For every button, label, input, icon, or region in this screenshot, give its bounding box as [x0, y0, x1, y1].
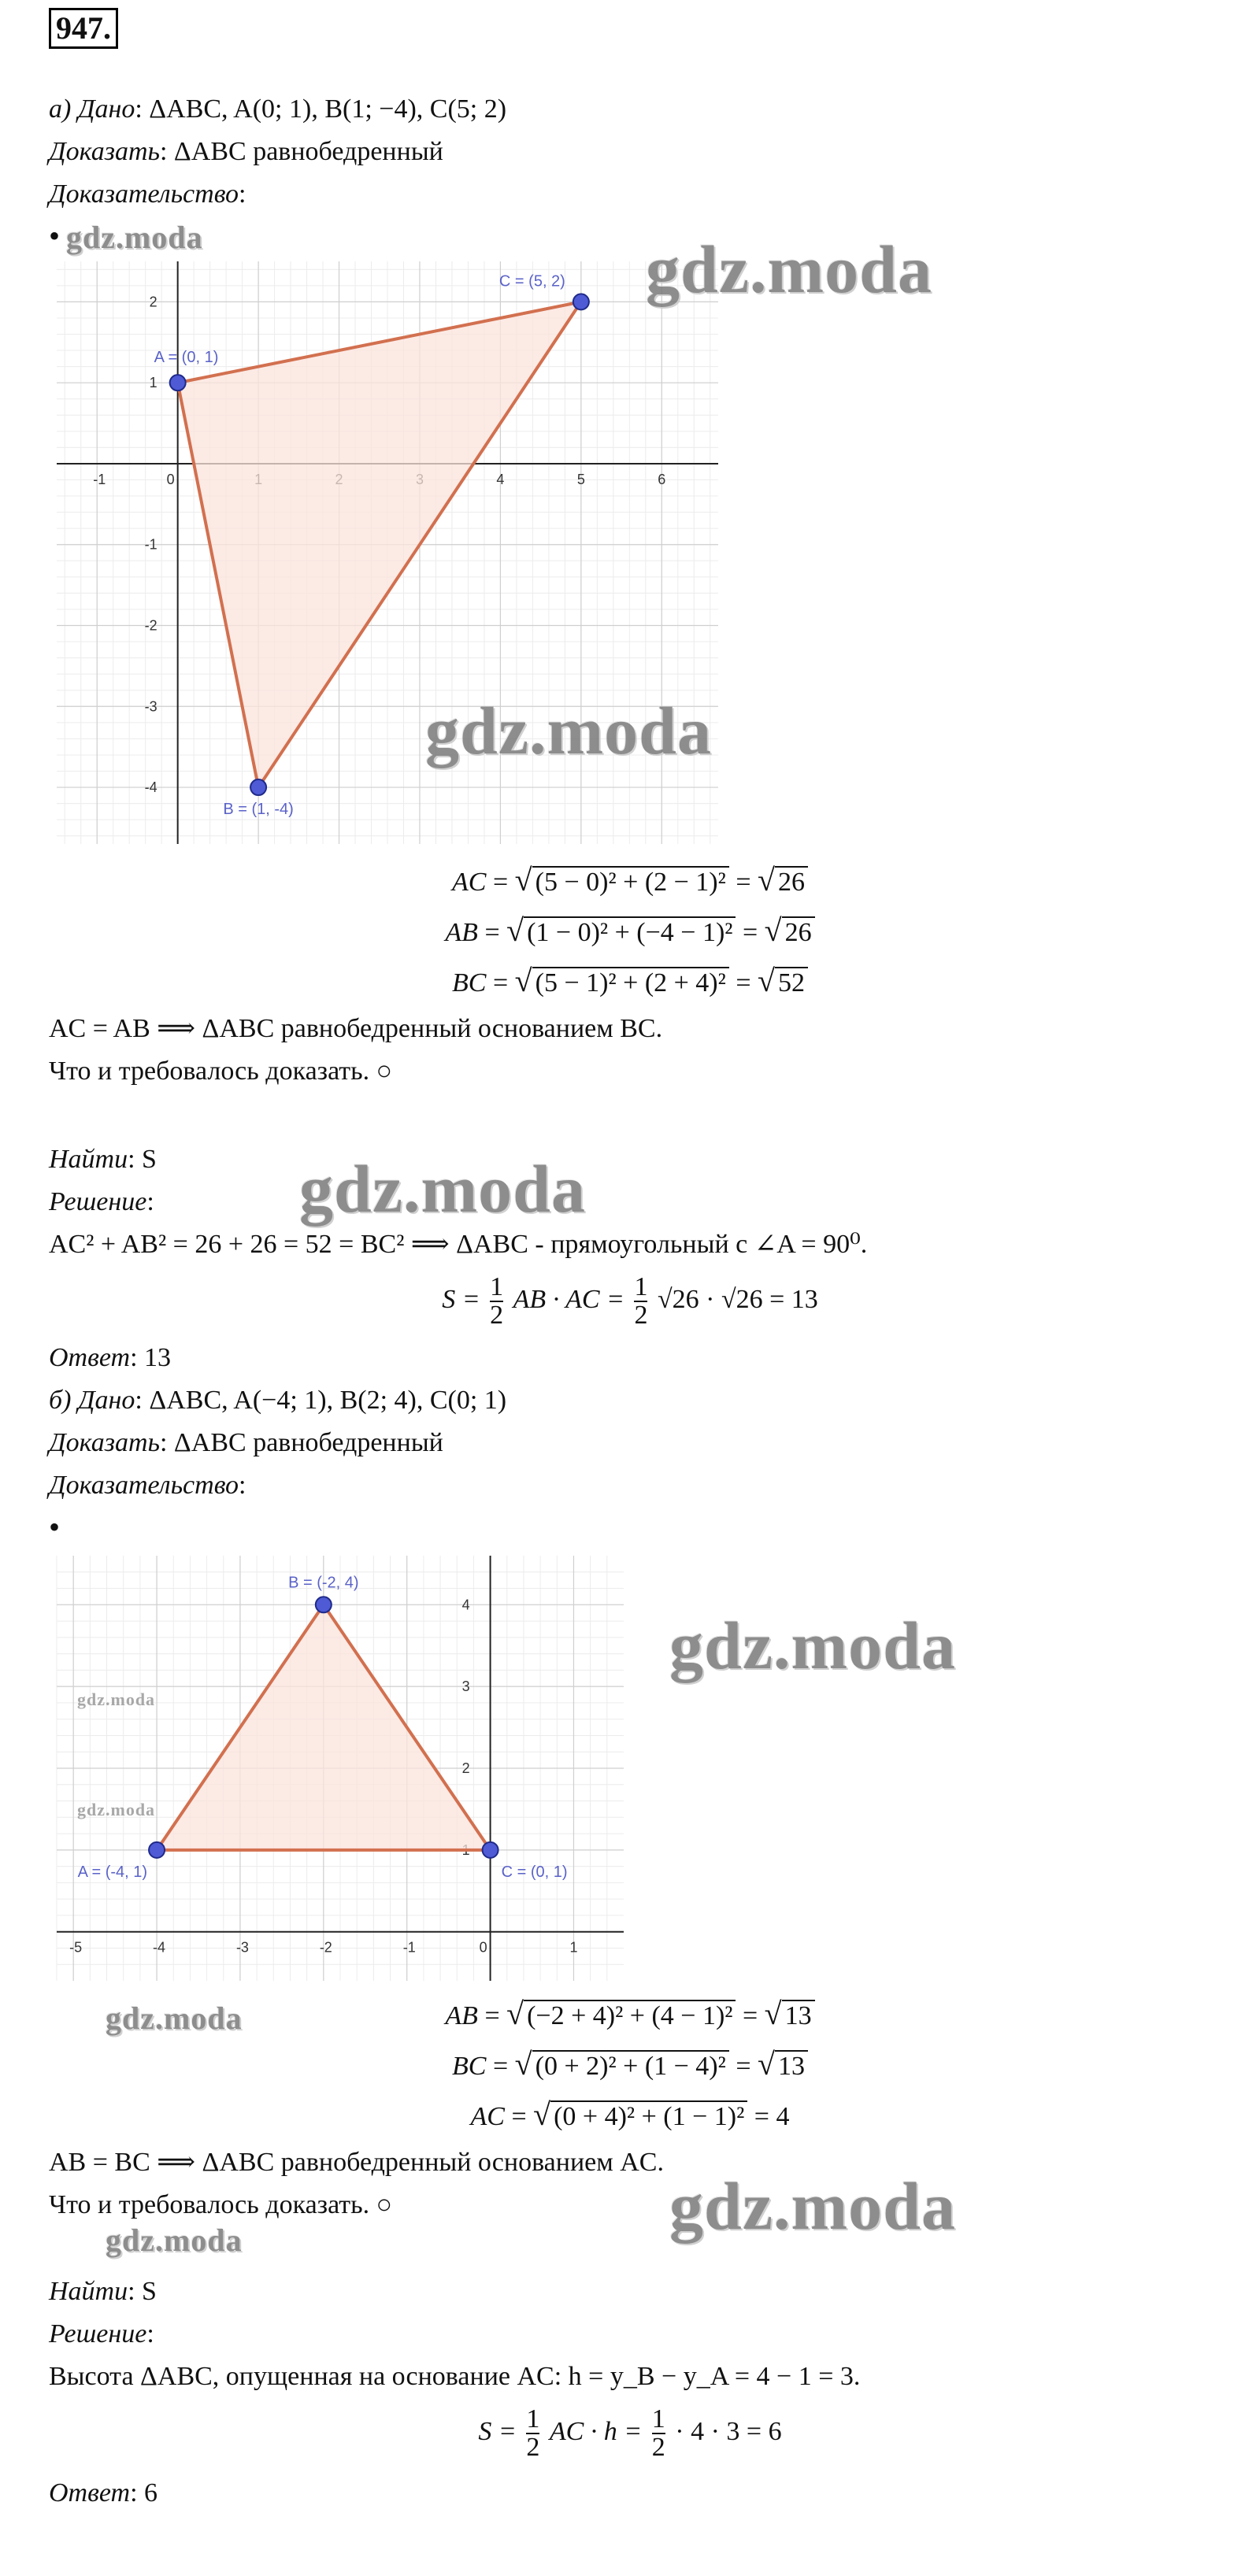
given-label: а) Дано — [49, 94, 135, 124]
part-b-height: Высота ΔABC, опущенная на основание AC: h = y_B − y_A = 4 − 1 = 3. — [49, 2362, 861, 2391]
y-tick-label: -1 — [144, 536, 158, 553]
watermark: gdz.moda — [669, 2168, 956, 2244]
part-b-prove — [49, 1427, 443, 1460]
point-label: B = (1, -4) — [223, 801, 294, 819]
problem-number: 947. — [49, 8, 118, 49]
sqrt-icon: √ — [506, 912, 524, 948]
formula-rhs: 26 — [775, 866, 808, 897]
proof-colon: : — [239, 1471, 246, 1500]
frac-num: 1 — [651, 2404, 665, 2434]
frac-den: 2 — [634, 1301, 648, 1330]
solution-colon: : — [146, 2319, 154, 2348]
solution-colon: : — [146, 1187, 154, 1216]
formula-lhs: BC — [452, 968, 487, 997]
formula-expr: (0 + 2)² + (1 − 4)² — [532, 2050, 729, 2081]
fraction — [526, 2406, 539, 2461]
graph-b — [49, 1548, 632, 1989]
watermark: gdz.moda — [66, 220, 203, 255]
fraction — [634, 1274, 647, 1329]
y-tick-label: -2 — [144, 617, 158, 634]
part-b-bullet: • — [49, 1509, 61, 1545]
point-label: A = (0, 1) — [154, 349, 219, 367]
prove-label: Доказать — [49, 137, 160, 166]
prove-label: Доказать — [49, 1428, 160, 1457]
part-a-answer — [49, 1342, 171, 1375]
point-label: A = (-4, 1) — [77, 1863, 148, 1881]
area-rhs: · 4 · 3 = 6 — [675, 2416, 782, 2446]
formula-rhs: 13 — [782, 2000, 815, 2030]
formula-expr: (−2 + 4)² + (4 − 1)² — [524, 2000, 736, 2030]
formula-lhs: AC — [452, 868, 487, 897]
point-label: C = (0, 1) — [501, 1863, 568, 1881]
y-tick-label: -4 — [144, 779, 158, 796]
part-a-solution — [49, 1186, 154, 1219]
point-a — [170, 375, 186, 390]
part-a-proof — [49, 178, 246, 211]
point-label: B = (-2, 4) — [288, 1574, 359, 1592]
watermark: gdz.moda — [299, 1151, 586, 1227]
x-tick-label: 1 — [569, 1939, 578, 1956]
area-mid: AC · h = — [549, 2416, 643, 2446]
part-b-qed: Что и требовалось доказать. ○ — [49, 2190, 393, 2219]
formula-ab: AB = √ (1 − 0)² + (−4 − 1)² = √ 26 — [0, 913, 1260, 950]
part-a-bullet: • — [49, 218, 61, 254]
x-tick-label: 4 — [496, 471, 505, 487]
x-tick-label: 0 — [166, 471, 175, 487]
given-label: б) Дано — [49, 1386, 135, 1415]
watermark: gdz.moda — [77, 1800, 156, 1819]
sqrt-icon: √ — [758, 963, 775, 998]
point-a — [149, 1842, 165, 1858]
formula-lhs: AB — [445, 918, 478, 947]
formula-rhs: 4 — [776, 2102, 790, 2131]
proof-colon: : — [239, 180, 246, 209]
frac-num: 1 — [526, 2404, 540, 2434]
watermark: gdz.moda — [106, 2000, 243, 2036]
x-tick-label: -5 — [69, 1939, 83, 1956]
x-tick-label: -3 — [235, 1939, 249, 1956]
formula-expr: (1 − 0)² + (−4 − 1)² — [524, 916, 736, 947]
part-b-conclusion: AB = BC ⟹ ΔABC равнобедренный основанием AC. — [49, 2148, 664, 2177]
frac-den: 2 — [651, 2433, 665, 2462]
formula-expr: (0 + 4)² + (1 − 1)² — [550, 2100, 747, 2131]
frac-den: 2 — [526, 2433, 540, 2462]
point-c — [483, 1842, 498, 1858]
point-c — [573, 294, 589, 309]
part-b-answer — [49, 2477, 158, 2510]
formula-rhs: 52 — [775, 967, 808, 997]
sqrt-icon: √ — [758, 2046, 775, 2082]
formula-ac: AC = √ (0 + 4)² + (1 − 1)² = 4 — [470, 2097, 790, 2132]
sqrt-icon: √ — [758, 862, 775, 898]
frac-num: 1 — [490, 1272, 504, 1301]
x-tick-label: -1 — [93, 471, 106, 487]
y-tick-label: 2 — [461, 1760, 470, 1776]
part-b-area — [0, 2406, 1260, 2461]
given-text: : ΔABC, A(−4; 1), B(2; 4), C(0; 1) — [135, 1386, 507, 1415]
find-label: Найти — [49, 1145, 128, 1174]
frac-num: 1 — [634, 1272, 648, 1301]
part-b-proof — [49, 1469, 246, 1502]
formula-bc: BC = √ (0 + 2)² + (1 − 4)² = √ 13 — [0, 2047, 1260, 2084]
point-label: C = (5, 2) — [498, 272, 565, 291]
prove-text: : ΔABC равнобедренный — [159, 1428, 443, 1457]
watermark: gdz.moda — [669, 1608, 956, 1683]
frac-den: 2 — [490, 1301, 504, 1330]
part-b-given — [49, 1384, 506, 1417]
answer-label: Ответ — [49, 2478, 131, 2508]
sqrt-icon: √ — [533, 2097, 551, 2132]
find-text: : S — [128, 2277, 157, 2306]
sqrt-icon: √ — [514, 963, 532, 998]
sqrt-icon: √ — [506, 1996, 524, 2031]
area-rhs: √26 · √26 = 13 — [657, 1284, 818, 1314]
sqrt-icon: √ — [514, 2046, 532, 2082]
part-a-find — [49, 1143, 157, 1176]
solution-label: Решение — [49, 2319, 147, 2348]
y-tick-label: 2 — [149, 294, 158, 310]
part-a-given — [49, 93, 506, 126]
y-tick-label: 1 — [149, 375, 158, 391]
answer-label: Ответ — [49, 1343, 131, 1372]
y-tick-label: -3 — [144, 698, 158, 715]
formula-bc: BC = √ (5 − 1)² + (2 + 4)² = √ 52 — [0, 964, 1260, 1001]
proof-label: Доказательство — [49, 1471, 239, 1500]
watermark: gdz.moda — [646, 231, 932, 307]
part-a-area — [0, 1274, 1260, 1329]
sqrt-icon: √ — [514, 862, 532, 898]
point-b — [250, 779, 266, 795]
x-tick-label: 6 — [658, 471, 666, 487]
formula-expr: (5 − 0)² + (2 − 1)² — [532, 866, 729, 897]
part-a-right-angle: AC² + AB² = 26 + 26 = 52 = BC² ⟹ ΔABC - прямоугольный с ∠A = 90⁰. — [49, 1230, 868, 1259]
x-tick-label: -4 — [153, 1939, 166, 1956]
part-a-qed: Что и требовалось доказать. ○ — [49, 1057, 393, 1086]
part-b-solution — [49, 2318, 154, 2351]
point-b — [316, 1597, 332, 1612]
x-tick-label: -1 — [402, 1939, 416, 1956]
solution-label: Решение — [49, 1187, 147, 1216]
fraction — [490, 1274, 503, 1329]
given-text: : ΔABC, A(0; 1), B(1; −4), C(5; 2) — [135, 94, 507, 124]
formula-lhs: AB — [445, 2001, 478, 2030]
x-tick-label: 0 — [479, 1939, 487, 1956]
part-a-prove — [49, 135, 443, 168]
x-tick-label: -2 — [319, 1939, 332, 1956]
sqrt-icon: √ — [764, 912, 782, 948]
watermark: gdz.moda — [77, 1690, 156, 1709]
answer-text: : 6 — [130, 2478, 158, 2508]
fraction — [652, 2406, 665, 2461]
formula-lhs: AC — [470, 2102, 505, 2131]
formula-ab: AB = √ (−2 + 4)² + (4 − 1)² = √ 13 — [0, 1997, 1260, 2034]
area-mid: AB · AC = — [513, 1284, 624, 1314]
area-lhs: S = — [478, 2416, 517, 2446]
formula-rhs: 13 — [775, 2050, 808, 2081]
part-b-find — [49, 2275, 157, 2308]
sqrt-icon: √ — [764, 1996, 782, 2031]
answer-text: : 13 — [130, 1343, 172, 1372]
y-tick-label: 4 — [461, 1597, 470, 1613]
formula-rhs: 26 — [782, 916, 815, 947]
prove-text: : ΔABC равнобедренный — [159, 137, 443, 166]
formula-expr: (5 − 1)² + (2 + 4)² — [532, 967, 729, 997]
x-tick-label: 5 — [576, 471, 585, 487]
proof-label: Доказательство — [49, 180, 239, 209]
find-text: : S — [128, 1145, 157, 1174]
y-tick-label: 3 — [461, 1678, 470, 1695]
watermark: gdz.moda — [425, 693, 712, 768]
part-a-conclusion: AC = AB ⟹ ΔABC равнобедренный основанием BC. — [49, 1014, 663, 1043]
watermark: gdz.moda — [106, 2223, 243, 2258]
formula-ac: AC = √ (5 − 0)² + (2 − 1)² = √ 26 — [0, 863, 1260, 900]
formula-lhs: BC — [452, 2052, 487, 2081]
find-label: Найти — [49, 2277, 128, 2306]
area-lhs: S = — [442, 1284, 480, 1314]
